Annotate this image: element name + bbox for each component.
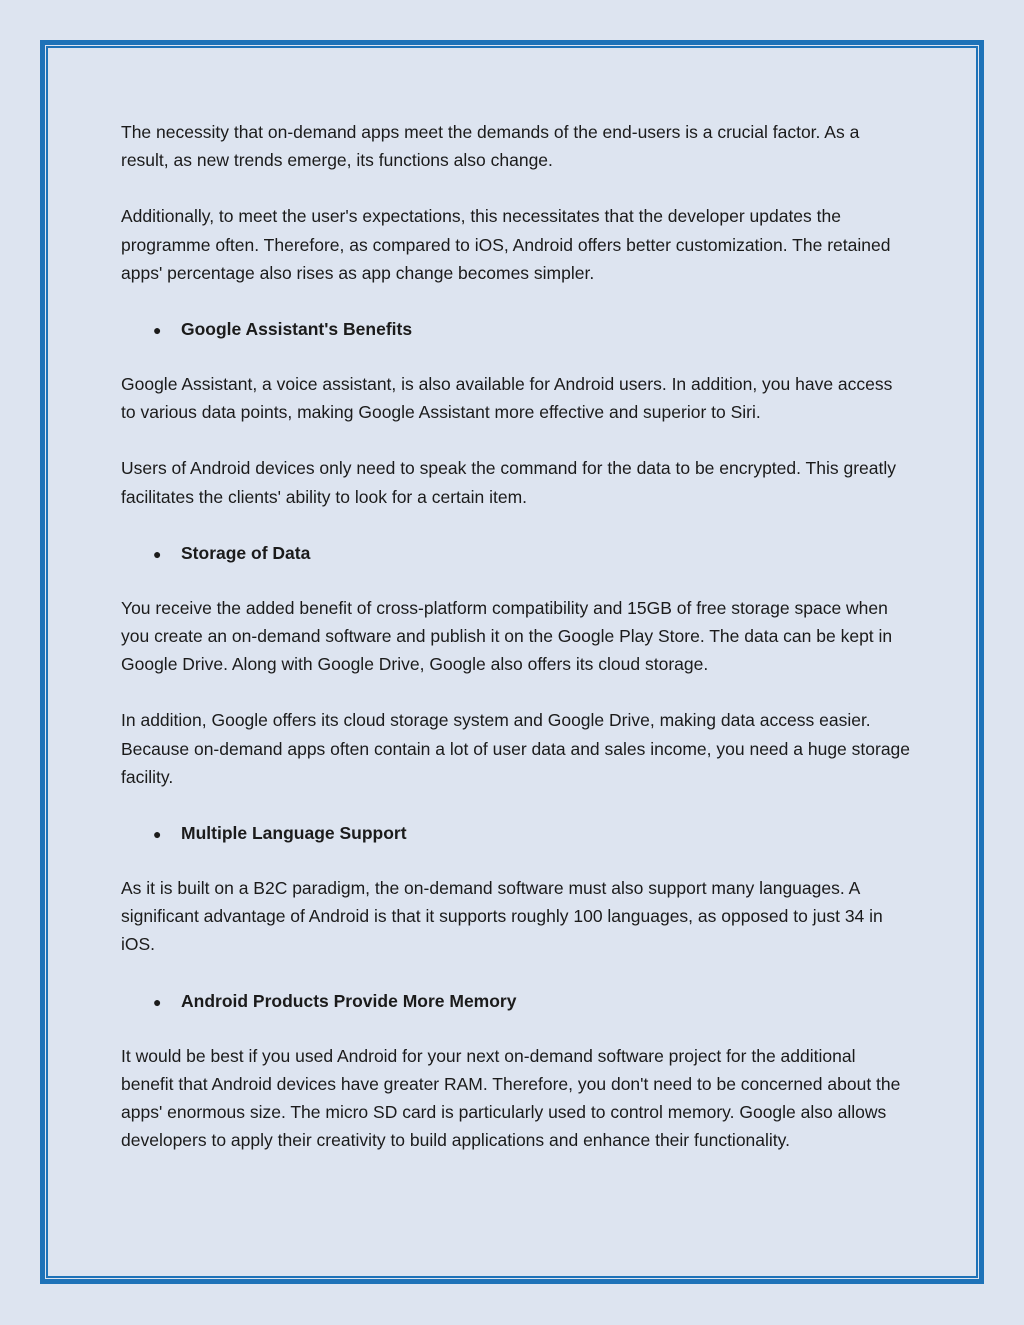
bullet-icon: ● — [153, 545, 162, 562]
bullet-icon: ● — [153, 826, 162, 843]
heading-text: Storage of Data — [181, 542, 311, 563]
section-heading-android-memory — [121, 987, 911, 1016]
paragraph: You receive the added benefit of cross-platform compatibility and 15GB of free storage space when you create an on-demand software and publish it on the Google Play Store. The data can be kept in Google Drive. Along with Google Drive, Google also offers its cloud storage. — [121, 597, 893, 675]
paragraph: It would be best if you used Android for your next on-demand software project for the additional benefit that Android devices have greater RAM. Therefore, you don't need to be concerned about the apps' enormous size. The micro SD card is particularly used to control memory. Google also allows developers to apply their creativity to build applications and enhance their functionality. — [121, 1045, 901, 1151]
section-heading-google-assistant — [121, 315, 911, 344]
document-body — [121, 118, 911, 1182]
bullet-icon: ● — [153, 993, 162, 1010]
bullet-icon: ● — [153, 322, 162, 339]
heading-text: Multiple Language Support — [181, 823, 407, 844]
section-heading-storage-of-data — [121, 539, 911, 568]
paragraph: In addition, Google offers its cloud storage system and Google Drive, making data access easier. Because on-demand apps often contain a lot of user data and sales income, you need a huge storage facility. — [121, 710, 911, 787]
paragraph: As it is built on a B2C paradigm, the on-demand software must also support many languages. A significant advantage of Android is that it supports roughly 100 languages, as opposed to just 34 in iOS. — [121, 878, 883, 955]
paragraph: The necessity that on-demand apps meet the demands of the end-users is a crucial factor. As a result, as new trends emerge, its functions also change. — [121, 122, 860, 171]
heading-text: Google Assistant's Benefits — [181, 319, 413, 340]
section-heading-multiple-language-support — [121, 819, 911, 848]
heading-text: Android Products Provide More Memory — [181, 990, 517, 1011]
paragraph: Users of Android devices only need to speak the command for the data to be encrypted. This greatly facilitates the clients' ability to look for a certain item. — [121, 458, 896, 507]
paragraph: Google Assistant, a voice assistant, is also available for Android users. In addition, you have access to various data points, making Google Assistant more effective and superior to Siri. — [121, 374, 893, 423]
paragraph: Additionally, to meet the user's expectations, this necessitates that the developer updates the programme often. Therefore, as compared to iOS, Android offers better customization. The retained apps' percentage also rises as app change becomes simpler. — [121, 206, 891, 283]
